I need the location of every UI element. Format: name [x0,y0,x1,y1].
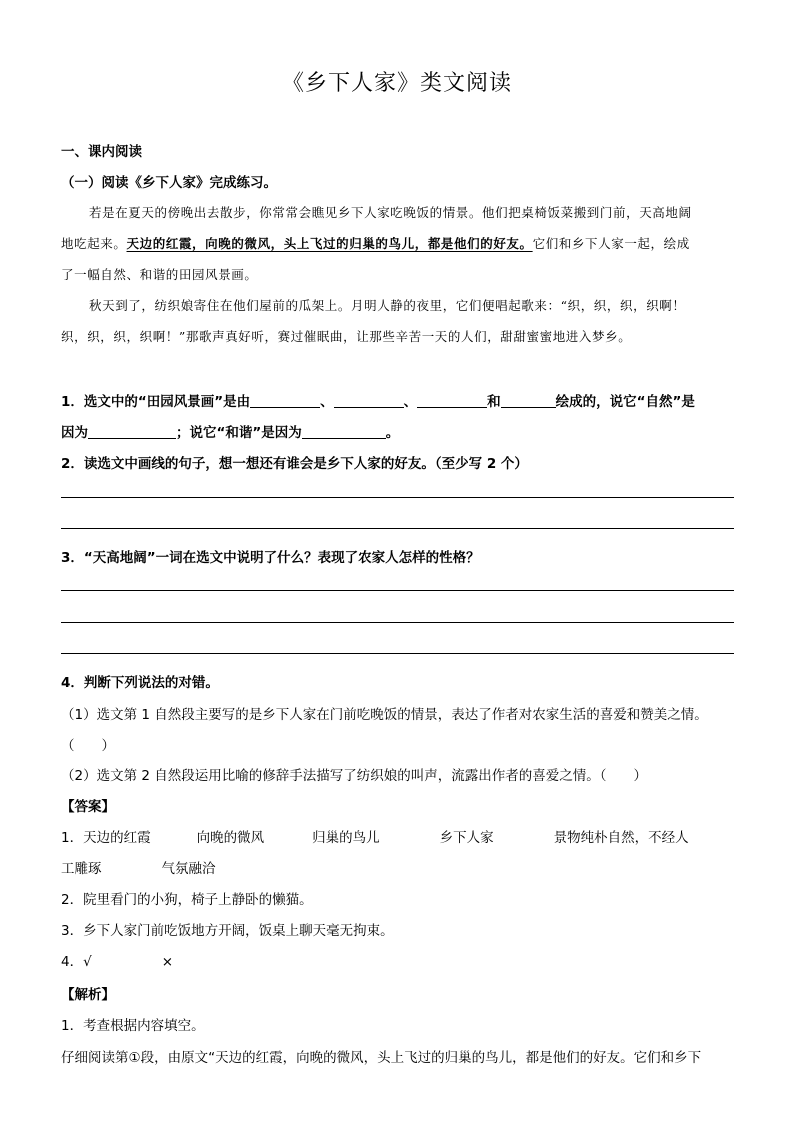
question-1-line2 [61,421,399,441]
answer-line[interactable] [61,528,734,529]
answer-item: 乡下人家 [439,830,494,846]
answer-line[interactable] [61,497,734,498]
answer-1-line2 [61,857,216,877]
answer-item: 景物纯朴自然，不经人 [553,830,689,846]
answer-line[interactable] [61,653,734,654]
answer-blank[interactable] [334,393,404,408]
question-text: 1．选文中的“田园风景画”是由 [61,394,251,410]
analysis-line-1: 1．考查根据内容填空。 [61,1018,205,1034]
period: 。 [385,425,400,441]
question-3: 3．“天高地阔”一词在选文中说明了什么？表现了农家人怎样的性格？ [61,550,480,566]
passage-p2-line1: 秋天到了，纺织娘寄住在他们屋前的瓜架上。月明人静的夜里，它们便唱起歌来：“织，织，织，织啊！ [89,298,686,313]
answer-heading: 【答案】 [61,799,115,815]
question-2: 2．读选文中画线的句子，想一想还有谁会是乡下人家的好友。（至少写 2 个） [61,456,528,472]
answer-2: 2．院里看门的小狗，椅子上静卧的懒猫。 [61,892,313,908]
answer-3: 3．乡下人家门前吃饭地方开阔，饭桌上聊天毫无拘束。 [61,923,394,939]
question-4-item-1: （1）选文第 1 自然段主要写的是乡下人家在门前吃晚饭的情景，表达了作者对农家生活的喜爱和赞美之情。 [61,707,708,723]
answer-item: 工雕琢 [61,861,102,877]
separator: 、 [320,394,334,410]
passage-p1-line3: 了一幅自然、和谐的田园风景画。 [61,267,258,282]
analysis-heading: 【解析】 [61,987,115,1003]
answer-item: 4．√ [61,954,92,970]
underlined-sentence: 天边的红霞，向晚的微风，头上飞过的归巢的鸟儿，都是他们的好友。 [126,236,533,251]
answer-item: 气氛融洽 [161,861,216,877]
answer-1-line1 [61,826,689,846]
analysis-line-2: 仔细阅读第①段，由原文“天边的红霞，向晚的微风，头上飞过的归巢的鸟儿，都是他们的好友。它们和乡下 [61,1050,702,1066]
question-text: 因为 [61,425,88,441]
passage-p2-line2: 织，织，织，织啊！”那歌声真好听，赛过催眠曲，让那些辛苦一天的人们，甜甜蜜蜜地进入梦乡。 [61,329,632,344]
passage-p1-line2 [61,234,690,252]
question-4-item-1-paren[interactable]: （ ） [61,738,115,754]
separator: 、 [403,394,418,410]
answer-line[interactable] [61,590,734,591]
answer-blank[interactable] [250,393,320,408]
answer-blank[interactable] [88,424,176,439]
answer-item: 1．天边的红霞 [61,830,151,846]
answer-blank[interactable] [417,393,487,408]
question-1-line1 [61,390,695,410]
question-text: ；说它“和谐”是因为 [176,425,302,441]
answer-item: × [161,954,174,970]
question-4: 4．判断下列说法的对错。 [61,675,219,691]
conjunction: 和 [487,394,501,410]
document-title: 《乡下人家》类文阅读 [281,71,512,96]
answer-item: 向晚的微风 [196,830,265,846]
answer-blank[interactable] [302,424,386,439]
answer-item: 归巢的鸟儿 [312,830,380,846]
question-text: 绘成的，说它“自然”是 [555,394,695,410]
answer-4 [61,950,173,970]
section-heading: 一、课内阅读 [61,144,142,160]
subsection-heading: （一）阅读《乡下人家》完成练习。 [61,175,277,191]
answer-line[interactable] [61,622,734,623]
answer-blank[interactable] [501,393,556,408]
passage-text: 它们和乡下人家一起，绘成 [532,236,690,251]
question-4-item-2: （2）选文第 2 自然段运用比喻的修辞手法描写了纺织娘的叫声，流露出作者的喜爱之情。（ ） [61,768,648,784]
passage-p1-line1: 若是在夏天的傍晚出去散步，你常常会瞧见乡下人家吃晚饭的情景。他们把桌椅饭菜搬到门前，天高地阔 [89,205,692,220]
passage-text: 地吃起来。 [61,236,127,251]
